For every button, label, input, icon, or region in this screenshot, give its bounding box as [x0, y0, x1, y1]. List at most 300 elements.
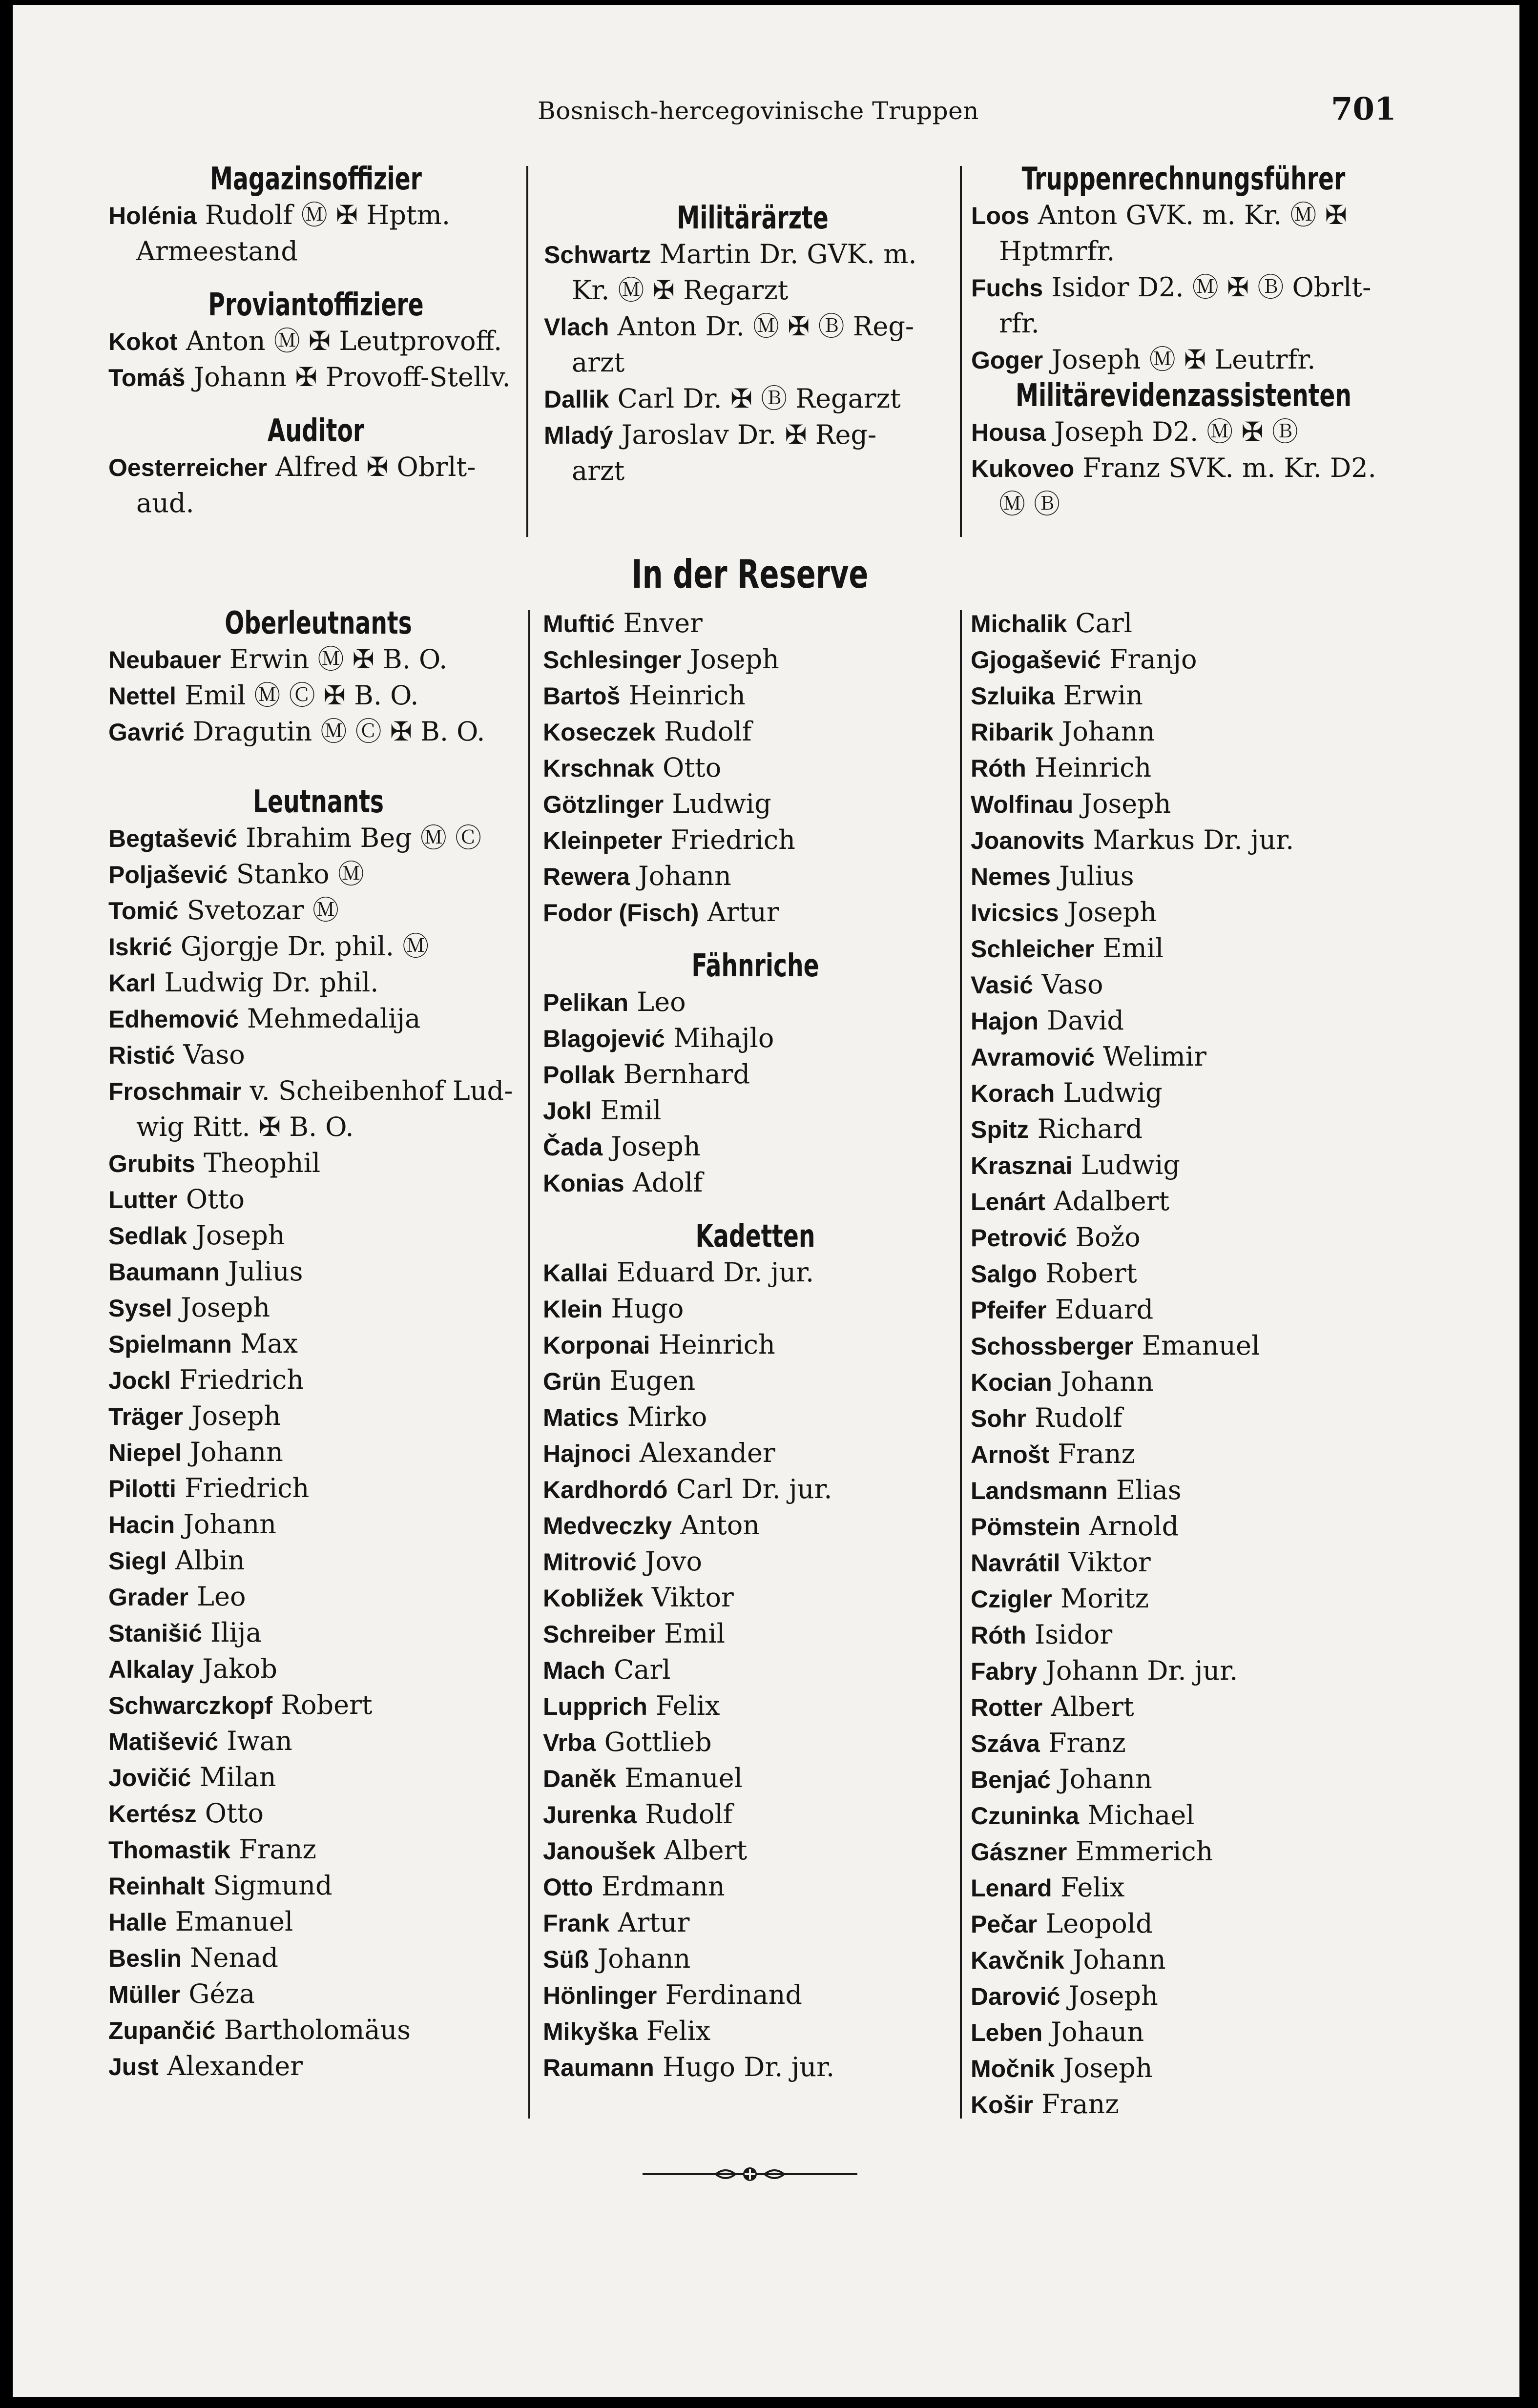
roster-entry: [543, 605, 968, 641]
surname: Hajnoci: [543, 1440, 631, 1467]
entry-detail: Rudolf Ⓜ ✠ Hptm.: [196, 200, 451, 230]
roster-entry: [543, 1869, 968, 1905]
entry-detail: Johann ✠ Provoff-Stellv.: [185, 362, 511, 392]
entry-detail: Hugo: [603, 1293, 684, 1324]
entry-detail: Alexander: [158, 2051, 303, 2081]
entry-detail: Felix: [647, 1690, 720, 1721]
surname: Benjać: [971, 1766, 1051, 1793]
roster-entry: [971, 1328, 1395, 1364]
surname: Darović: [971, 1983, 1060, 2010]
surname: Schleicher: [971, 935, 1094, 963]
entry-detail: Elias: [1107, 1475, 1182, 1505]
surname: Kleinpeter: [543, 827, 663, 854]
roster-entry: [544, 309, 961, 345]
section-heading: Proviantoffiziere: [208, 287, 424, 323]
entry-detail: Jaroslav Dr. ✠ Reg-: [613, 419, 877, 450]
entry-detail: Svetozar Ⓜ: [178, 895, 339, 926]
entry-detail: Franz: [1049, 1439, 1135, 1469]
roster-entry: [543, 1905, 968, 1941]
entry-detail: Anton GVK. m. Kr. Ⓜ ✠: [1029, 200, 1347, 230]
entry-detail: Albert: [1042, 1691, 1134, 1722]
roster-entry: [971, 1147, 1395, 1183]
roster-entry: [108, 928, 528, 965]
entry-detail: Božo: [1067, 1222, 1141, 1253]
entry-detail: Ludwig: [1072, 1150, 1180, 1180]
entry-detail: arzt: [572, 347, 625, 378]
entry-detail: Joseph: [1073, 788, 1171, 819]
roster-entry: [971, 1653, 1395, 1689]
roster-entry: [971, 1906, 1395, 1942]
roster-entry: [108, 1687, 528, 1723]
roster-entry: [108, 1795, 528, 1832]
entry-detail: Sigmund: [205, 1870, 333, 1901]
entry-detail: Leo: [628, 987, 686, 1017]
entry-detail: Martin Dr. GVK. m.: [651, 239, 917, 269]
roster-entry: [971, 269, 1396, 306]
roster-entry: [108, 714, 528, 750]
surname: Loos: [971, 202, 1030, 229]
surname: Raumann: [543, 2054, 654, 2081]
roster-entry: [543, 1327, 968, 1363]
entry-detail: Jakob: [194, 1653, 277, 1684]
roster-entry: [971, 678, 1395, 714]
surname: Iskrić: [108, 933, 172, 961]
surname: Muftić: [543, 610, 615, 638]
entry-detail: Franz SVK. m. Kr. D2.: [1074, 453, 1376, 483]
roster-entry: [543, 1544, 968, 1580]
entry-detail: Vaso: [1033, 969, 1103, 1000]
roster-entry: [971, 342, 1396, 378]
surname: Spielmann: [108, 1331, 232, 1358]
surname: Róth: [971, 755, 1026, 782]
entry-detail: Albert: [655, 1835, 748, 1866]
surname: Czigler: [971, 1585, 1052, 1613]
roster-entry: [108, 1506, 528, 1543]
roster-entry: [108, 1651, 528, 1687]
entry-detail: Anton: [672, 1510, 760, 1541]
entry-detail: Viktor: [643, 1582, 734, 1613]
roster-entry: [971, 822, 1395, 858]
entry-detail: Johann: [1052, 1366, 1154, 1397]
surname: Hönlinger: [543, 1982, 657, 2009]
entry-detail: Robert: [272, 1689, 373, 1720]
entry-detail: Joseph: [1055, 2053, 1153, 2083]
entry-detail: Eugen: [601, 1365, 696, 1396]
roster-entry: [108, 1145, 528, 1181]
roster-entry: [544, 453, 961, 489]
entry-detail: Welimir: [1094, 1041, 1206, 1072]
entry-detail: Alexander: [631, 1438, 775, 1468]
surname: Edhemović: [108, 1006, 239, 1033]
entry-detail: Viktor: [1060, 1547, 1151, 1578]
surname: Mladý: [544, 422, 613, 449]
roster-entry: [971, 486, 1396, 522]
surname: Rewera: [543, 863, 630, 890]
roster-entry: [108, 965, 528, 1001]
roster-entry: [108, 2048, 528, 2084]
section-heading: Auditor: [267, 413, 365, 449]
roster-entry: [971, 1761, 1395, 1797]
entry-detail: Johann: [629, 861, 731, 891]
roster-entry: [108, 1181, 528, 1217]
surname: Mach: [543, 1657, 605, 1684]
surname: Kobližek: [543, 1585, 644, 1612]
surname: Reinhalt: [108, 1873, 205, 1900]
section-heading: Leutnants: [252, 784, 384, 820]
roster-entry: [108, 1362, 528, 1398]
roster-entry: [108, 1832, 528, 1868]
entry-detail: Emmerich: [1067, 1836, 1213, 1867]
entry-detail: Joseph: [172, 1292, 270, 1323]
entry-detail: rfr.: [999, 308, 1039, 339]
roster-entry: [971, 1075, 1395, 1111]
surname: Schwartz: [544, 241, 651, 268]
surname: Dallik: [544, 386, 609, 413]
entry-detail: Enver: [615, 608, 703, 638]
roster-entry: [971, 450, 1396, 486]
entry-detail: Otto: [196, 1798, 264, 1829]
roster-entry: [971, 930, 1395, 967]
surname: Bartoš: [543, 682, 621, 710]
surname: Száva: [971, 1730, 1040, 1757]
entry-detail: wig Ritt. ✠ B. O.: [136, 1111, 354, 1142]
entry-detail: Albin: [166, 1545, 245, 1576]
roster-entry: [543, 1688, 968, 1724]
roster-entry: [543, 1056, 968, 1092]
entry-detail: aud.: [136, 488, 194, 518]
roster-entry: [543, 984, 968, 1020]
surname: Schlesinger: [543, 646, 682, 674]
roster-entry: [108, 678, 528, 714]
entry-detail: Eduard Dr. jur.: [608, 1257, 814, 1288]
surname: Matišević: [108, 1728, 219, 1755]
entry-detail: Friedrich: [662, 824, 795, 855]
surname: Medveczky: [543, 1512, 672, 1540]
surname: Oesterreicher: [108, 454, 268, 481]
roster-entry: [971, 1183, 1395, 1219]
surname: Avramović: [971, 1044, 1095, 1071]
column-top-middle: [544, 200, 961, 489]
roster-entry: [971, 1833, 1395, 1870]
entry-detail: Ibrahim Beg Ⓜ Ⓒ: [237, 823, 482, 853]
surname: Czuninka: [971, 1802, 1080, 1830]
roster-entry: [543, 714, 968, 750]
surname: Just: [108, 2053, 159, 2080]
surname: Zupančić: [108, 2017, 216, 2044]
entry-detail: Johann: [1053, 716, 1155, 747]
surname: Grubits: [108, 1150, 195, 1177]
roster-entry: [543, 1092, 968, 1129]
column-divider: [526, 166, 528, 537]
surname: Wolfinau: [971, 791, 1074, 818]
roster-entry: [108, 892, 528, 928]
roster-entry: [543, 750, 968, 786]
roster-entry: [971, 858, 1395, 894]
surname: Pilotti: [108, 1475, 176, 1502]
surname: Goger: [971, 347, 1043, 374]
roster-entry: [108, 1976, 528, 2012]
entry-detail: Joseph: [681, 644, 779, 675]
roster-entry: [971, 1436, 1395, 1472]
roster-entry: [971, 1219, 1395, 1255]
roster-entry: [971, 1544, 1395, 1581]
entry-detail: Johann: [1050, 1764, 1152, 1794]
surname: Kallai: [543, 1259, 608, 1287]
surname: Vlach: [544, 313, 609, 341]
surname: Petrović: [971, 1224, 1067, 1252]
surname: Korponai: [543, 1332, 650, 1359]
entry-detail: Adalbert: [1045, 1186, 1170, 1216]
entry-detail: Ludwig Dr. phil.: [156, 967, 379, 998]
roster-entry: [971, 1111, 1395, 1147]
roster-entry: [108, 485, 523, 521]
roster-entry: [971, 1292, 1395, 1328]
roster-entry: [543, 1724, 968, 1760]
entry-detail: Julius: [219, 1256, 303, 1287]
roster-entry: [108, 1940, 528, 1976]
roster-entry: [971, 197, 1396, 233]
column-top-left: [108, 161, 523, 521]
surname: Rotter: [971, 1694, 1043, 1721]
roster-entry: [544, 417, 961, 453]
roster-entry: [108, 1723, 528, 1759]
entry-detail: Hptmrfr.: [999, 236, 1115, 267]
section-heading-reserve: In der Reserve: [631, 552, 869, 597]
surname: Matics: [543, 1404, 619, 1431]
roster-entry: [108, 641, 528, 678]
entry-detail: Franz: [1039, 1728, 1126, 1758]
entry-detail: Emanuel: [166, 1906, 293, 1937]
entry-detail: Anton Ⓜ ✠ Leutprovoff.: [177, 326, 502, 356]
surname: Vasić: [971, 971, 1033, 999]
entry-detail: Heinrich: [1026, 752, 1152, 783]
roster-entry: [543, 1399, 968, 1435]
surname: Kavčnik: [971, 1947, 1064, 1974]
surname: Götzlinger: [543, 791, 664, 818]
surname: Leben: [971, 2019, 1043, 2046]
roster-entry: [971, 641, 1395, 678]
surname: Ribarik: [971, 719, 1054, 746]
entry-detail: Johann Dr. jur.: [1037, 1655, 1238, 1686]
roster-entry: [108, 856, 528, 892]
roster-entry: [971, 2014, 1395, 2050]
roster-entry: [108, 1868, 528, 1904]
entry-detail: arzt: [572, 455, 625, 486]
roster-entry: [544, 381, 961, 417]
surname: Alkalay: [108, 1656, 194, 1683]
surname: Ivicsics: [971, 899, 1059, 926]
entry-detail: Emanuel: [1133, 1330, 1260, 1361]
surname: Hajon: [971, 1008, 1039, 1035]
roster-entry: [543, 1796, 968, 1832]
roster-entry: [543, 678, 968, 714]
entry-detail: Jovo: [636, 1546, 703, 1577]
roster-entry: [971, 1942, 1395, 1978]
roster-entry: [971, 1039, 1395, 1075]
entry-detail: Mihajlo: [665, 1023, 774, 1053]
roster-entry: [543, 1363, 968, 1399]
roster-entry: [543, 822, 968, 858]
roster-entry: [971, 1797, 1395, 1833]
roster-entry: [543, 641, 968, 678]
entry-detail: Joseph: [1060, 1980, 1158, 2011]
entry-detail: Felix: [638, 2016, 711, 2046]
surname: Kardhordó: [543, 1476, 668, 1503]
surname: Janoušek: [543, 1837, 656, 1865]
entry-detail: Friedrich: [176, 1473, 310, 1503]
roster-entry: [108, 1001, 528, 1037]
roster-entry: [108, 1615, 528, 1651]
surname: Pfeifer: [971, 1297, 1047, 1324]
roster-entry: [543, 894, 968, 930]
roster-entry: [543, 1291, 968, 1327]
entry-detail: v. Scheibenhof Lud-: [241, 1075, 513, 1106]
entry-detail: Otto: [654, 752, 722, 783]
surname: Mitrović: [543, 1548, 637, 1576]
roster-entry: [108, 1543, 528, 1579]
entry-detail: Milan: [191, 1762, 276, 1792]
surname: Pömstein: [971, 1513, 1081, 1541]
surname: Landsmann: [971, 1477, 1108, 1504]
roster-entry: [543, 1616, 968, 1652]
surname: Fabry: [971, 1658, 1038, 1685]
surname: Thomastik: [108, 1836, 231, 1864]
roster-entry: [108, 1759, 528, 1795]
roster-entry: [971, 1508, 1395, 1544]
roster-entry: [971, 1617, 1395, 1653]
roster-entry: [543, 1020, 968, 1056]
surname: Vrba: [543, 1729, 596, 1756]
entry-detail: Artur: [699, 897, 779, 927]
surname: Ristić: [108, 1042, 175, 1069]
entry-detail: Julius: [1051, 861, 1134, 891]
entry-detail: Carl Dr. ✠ Ⓑ Regarzt: [609, 383, 901, 414]
surname: Lenard: [971, 1874, 1052, 1902]
surname: Gjogašević: [971, 646, 1101, 674]
surname: Süß: [543, 1946, 589, 1973]
roster-entry: [543, 1941, 968, 1977]
entry-detail: Johaun: [1042, 2017, 1144, 2047]
roster-entry: [543, 1580, 968, 1616]
roster-entry: [543, 1435, 968, 1471]
roster-entry: [543, 1255, 968, 1291]
entry-detail: Erwin Ⓜ ✠ B. O.: [221, 644, 448, 675]
surname: Schossberger: [971, 1333, 1134, 1360]
section-heading: Fähnriche: [691, 948, 819, 984]
roster-entry: [971, 233, 1396, 269]
surname: Lenárt: [971, 1188, 1045, 1215]
surname: Gavrić: [108, 719, 185, 746]
roster-entry: [544, 345, 961, 381]
entry-detail: Carl Dr. jur.: [667, 1474, 832, 1504]
entry-detail: Bartholomäus: [215, 2015, 411, 2045]
entry-detail: Friedrich: [170, 1364, 304, 1395]
surname: Froschmair: [108, 1078, 242, 1105]
surname: Baumann: [108, 1258, 220, 1286]
surname: Krschnak: [543, 755, 654, 782]
roster-entry: [108, 1290, 528, 1326]
roster-entry: [108, 1254, 528, 1290]
entry-detail: Emil Ⓜ Ⓒ ✠ B. O.: [176, 680, 419, 711]
entry-detail: Ludwig: [1055, 1077, 1163, 1108]
roster-entry: [108, 1398, 528, 1434]
entry-detail: Felix: [1052, 1872, 1125, 1903]
entry-detail: Otto: [177, 1184, 245, 1214]
surname: Lupprich: [543, 1693, 647, 1720]
surname: Karl: [108, 969, 156, 997]
spacer: [108, 395, 523, 413]
surname: Kukoveo: [971, 455, 1075, 482]
surname: Kokot: [108, 328, 178, 355]
closing-ornament: [643, 2164, 857, 2186]
surname: Pečar: [971, 1911, 1038, 1938]
entry-detail: Johann: [175, 1509, 277, 1540]
surname: Pelikan: [543, 989, 629, 1016]
roster-entry: [108, 1470, 528, 1506]
surname: Blagojević: [543, 1025, 665, 1052]
entry-detail: Bernhard: [615, 1059, 750, 1090]
roster-entry: [108, 1073, 528, 1109]
entry-detail: Emanuel: [616, 1763, 743, 1793]
surname: Mikyška: [543, 2018, 638, 2045]
surname: Čada: [543, 1133, 603, 1161]
column-divider: [528, 610, 530, 2119]
spacer: [543, 930, 968, 948]
surname: Poljašević: [108, 861, 228, 888]
entry-detail: Joseph: [1059, 897, 1157, 927]
surname: Tomić: [108, 897, 179, 925]
surname: Hacin: [108, 1511, 175, 1539]
roster-entry: [543, 1129, 968, 1165]
surname: Fodor (Fisch): [543, 899, 699, 926]
surname: Košir: [971, 2091, 1033, 2119]
surname: Sedlak: [108, 1222, 187, 1250]
roster-entry: [543, 1471, 968, 1507]
surname: Müller: [108, 1981, 181, 2008]
surname: Otto: [543, 1873, 593, 1901]
entry-detail: Franz: [1033, 2089, 1119, 2120]
roster-entry: [108, 197, 523, 233]
roster-entry: [544, 272, 961, 309]
surname: Gászner: [971, 1838, 1067, 1866]
entry-detail: Markus Dr. jur.: [1084, 824, 1294, 855]
surname: Joanovits: [971, 827, 1085, 854]
surname: Neubauer: [108, 646, 221, 674]
entry-detail: Hugo Dr. jur.: [654, 2052, 835, 2082]
surname: Kocian: [971, 1369, 1052, 1396]
roster-entry: [543, 1760, 968, 1796]
entry-detail: Armeestand: [136, 236, 298, 267]
entry-detail: Anton Dr. Ⓜ ✠ Ⓑ Reg-: [609, 311, 914, 342]
roster-entry: [108, 233, 523, 269]
surname: Niepel: [108, 1439, 182, 1466]
surname: Spitz: [971, 1116, 1029, 1143]
surname: Frank: [543, 1910, 610, 1937]
surname: Beslin: [108, 1945, 182, 1972]
surname: Konias: [543, 1170, 624, 1197]
surname: Lutter: [108, 1186, 178, 1214]
entry-detail: Carl: [1067, 608, 1133, 638]
entry-detail: Leo: [188, 1581, 246, 1612]
roster-entry: [108, 1904, 528, 1940]
roster-entry: [108, 2012, 528, 2048]
entry-detail: Leopold: [1037, 1908, 1153, 1939]
entry-detail: Heinrich: [650, 1329, 775, 1360]
column-reserve-right: [971, 605, 1395, 2122]
roster-entry: [108, 1434, 528, 1470]
roster-entry: [543, 2013, 968, 2049]
surname: Arnošt: [971, 1441, 1050, 1468]
